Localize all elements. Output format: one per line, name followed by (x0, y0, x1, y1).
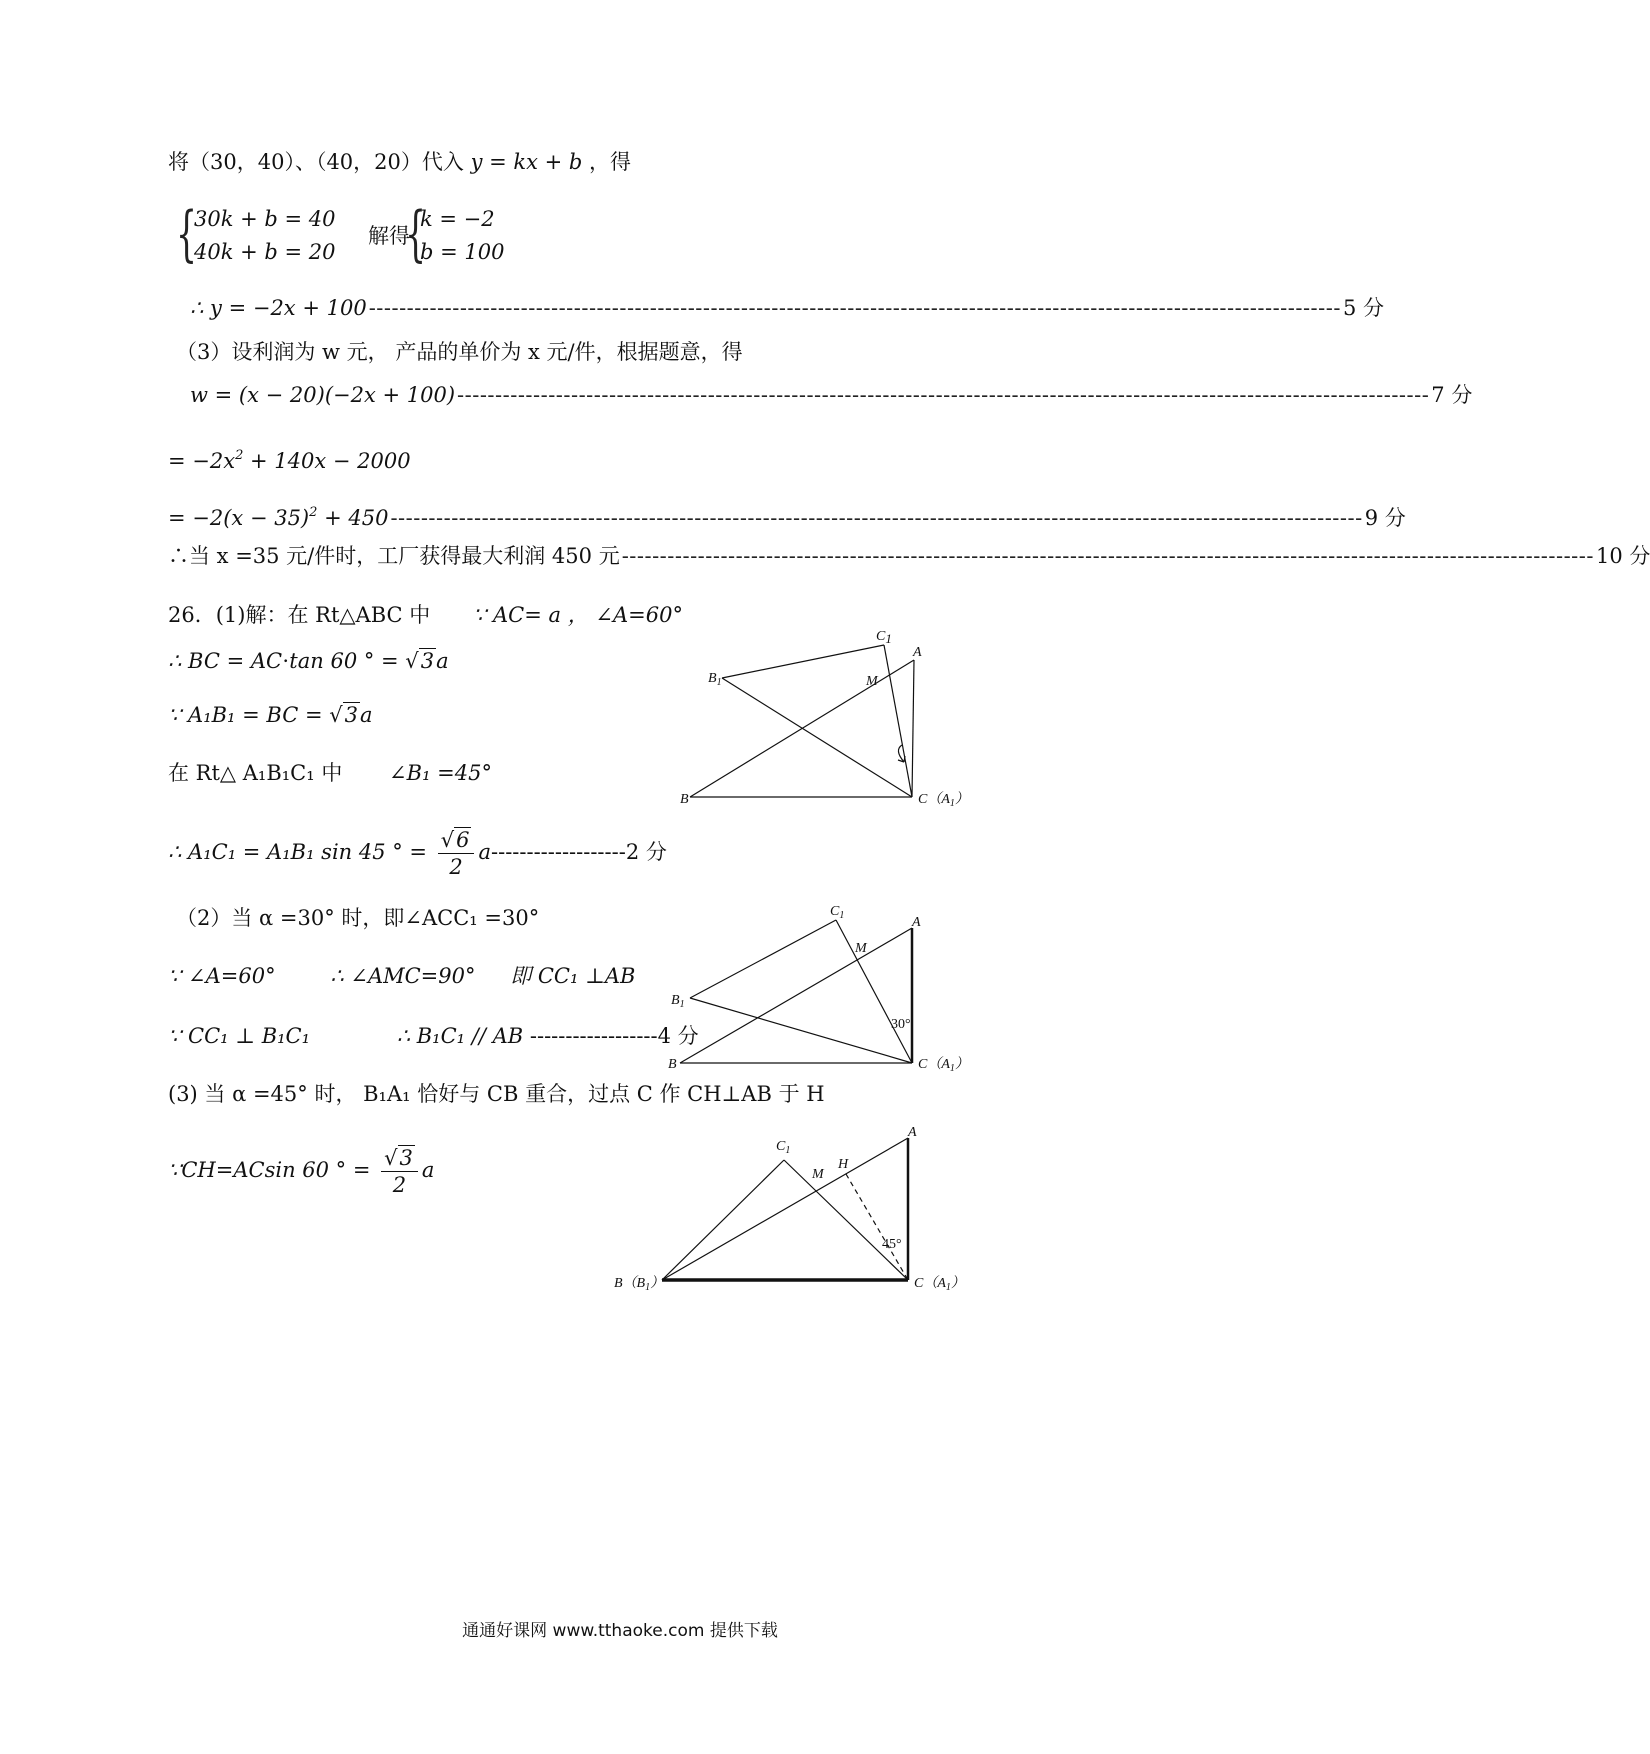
expanded-part-b: + 140x − 2000 (243, 449, 411, 473)
result-line-1 (190, 294, 1384, 322)
vertex-form-line (168, 499, 1406, 532)
expanded-part-a: = −2x (168, 449, 236, 473)
label-b: B (680, 792, 689, 807)
bc-line (168, 647, 449, 675)
problem26-condition: ∵ AC= a ， ∠A=60° (472, 603, 683, 627)
dash-leader: -------------------------------------------------------------------------------------------------------------------------------- (457, 383, 1430, 407)
solve-label: 解得 (368, 224, 410, 248)
radicand: 3 (420, 649, 435, 673)
score-label: 9 分 (1364, 506, 1406, 530)
ch-expression: ∵CH=ACsin 60 ° = (168, 1158, 378, 1182)
max-profit-text: ∴当 x =35 元/件时，工厂获得最大利润 450 元 (168, 544, 620, 568)
profit-equation: w = (x − 20)(−2x + 100) (190, 383, 456, 407)
label-a: A (913, 645, 922, 660)
label-a: A (912, 915, 921, 930)
substitution-text: 将（30，40）、（40，20）代入 (168, 150, 464, 174)
fraction-sqrt3-over-2: $\frac{√3}{2}$ (381, 1145, 418, 1198)
max-profit-line (168, 542, 1650, 570)
ch-line (168, 1142, 434, 1198)
a1c1-expression: ∴ A₁C₁ = A₁B₁ sin 45 ° = (168, 840, 434, 864)
part2-line3: ∵ CC₁ ⊥ B₁C₁ ∴ B₁C₁ // AB ------------------4 分 (168, 1024, 699, 1048)
system2-eq1: k = −2 (420, 207, 495, 231)
expanded-profit (168, 442, 411, 475)
figure-1-triangle-rotation (680, 620, 980, 820)
vertex-form (168, 499, 388, 532)
angle-a: ∵ ∠A=60° (168, 964, 276, 988)
a1b1-line (168, 701, 373, 729)
variable-a: a (478, 840, 491, 864)
sqrt-3: √3 (329, 703, 359, 727)
left-brace: { (176, 199, 198, 269)
system2-eq2: b = 100 (420, 240, 505, 264)
angle-30-label: 30° (891, 1017, 911, 1032)
label-c-a1: $C(A_1)$ (914, 1276, 965, 1293)
label-c-a1: $C(A_1)$ (918, 1057, 969, 1074)
vertex-part-b: + 450 (317, 506, 389, 530)
part2-line2 (168, 962, 635, 990)
dash-leader: -------------------------------------------------------------------------------------------------------------------------------- (621, 544, 1594, 568)
angle-45-label: 45° (882, 1237, 902, 1252)
exponent: 2 (309, 505, 318, 520)
angle-amc: ∴ ∠AMC=90° (330, 964, 476, 988)
label-h: H (838, 1157, 849, 1172)
result-equation: ∴ y = −2x + 100 (190, 296, 367, 320)
parallel-b1c1: ∴ B₁C₁ // AB (396, 1024, 524, 1048)
dash-leader: -------------------------------------------------------------------------------------------------------------------------------- (390, 506, 1363, 530)
label-b: B (668, 1057, 677, 1072)
label-c1: $C_1$ (830, 904, 845, 921)
substitution-suffix: ，得 (589, 150, 632, 174)
score-label: 10 分 (1595, 544, 1650, 568)
part3-head: (3) 当 α =45° 时， B₁A₁ 恰好与 CB 重合，过点 C 作 CH⊥AB 于 H (168, 1082, 825, 1106)
dash-leader: -------------------------------------------------------------------------------------------------------------------------------- (368, 296, 1341, 320)
bc-expression: ∴ BC = AC⋅tan 60 ° = (168, 649, 406, 673)
sqrt-3: √3 (405, 649, 435, 673)
part3-setup: （3）设利润为 w 元， 产品的单价为 x 元/件，根据题意，得 (176, 340, 743, 364)
fraction-sqrt6-over-2: $\frac{√6}{2}$ (438, 827, 475, 880)
vertex-part-a: = −2(x − 35) (168, 506, 310, 530)
score-label: 2 分 (625, 840, 667, 864)
system1-eq2: 40k + b = 20 (194, 240, 336, 264)
variable-a: a (421, 1158, 435, 1182)
label-b1: $B_1$ (671, 993, 685, 1010)
denominator: 2 (449, 855, 463, 879)
label-m: M (812, 1167, 824, 1182)
page-footer: 通通好课网 www.tthaoke.com 提供下载 (462, 1621, 778, 1641)
label-c1: C1 (876, 629, 892, 646)
a1b1-expression: ∵ A₁B₁ = BC = (168, 703, 330, 727)
perpendicular-cc1: ∵ CC₁ ⊥ B₁C₁ (168, 1024, 311, 1048)
label-m: M (866, 674, 878, 689)
radicand: 3 (399, 1146, 413, 1170)
rt-triangle-line (168, 759, 492, 787)
problem26-title: 26．(1)解：在 Rt△ABC 中 (168, 603, 431, 627)
score-label: 5 分 (1342, 296, 1384, 320)
score-label: 7 分 (1431, 383, 1473, 407)
label-m: M (855, 941, 867, 956)
part2-head: （2）当 α =30° 时，即∠ACC₁ =30° (176, 906, 540, 930)
label-b-b1: $B(B_1)$ (614, 1276, 665, 1293)
radicand: 6 (456, 828, 470, 852)
system1-eq1: 30k + b = 40 (194, 207, 336, 231)
label-b1: $B_1$ (708, 671, 722, 688)
variable-a: a (436, 649, 449, 673)
figure-2-alpha-30 (668, 900, 978, 1090)
exponent: 2 (235, 448, 244, 463)
rt-triangle-text: 在 Rt△ A₁B₁C₁ 中 (168, 761, 343, 785)
radicand: 3 (344, 703, 359, 727)
problem26-head (168, 601, 683, 629)
perpendicular: 即 CC₁ ⊥AB (510, 964, 636, 988)
label-a: A (908, 1125, 917, 1140)
substitution-line (168, 148, 631, 176)
angle-b1: ∠B₁ =45° (389, 761, 492, 785)
a1c1-line: ∴ A₁C₁ = A₁B₁ sin 45 ° = $\frac{√6}{2}$ a-------------------2 分 (168, 828, 667, 879)
score-label: 4 分 (657, 1024, 699, 1048)
left-brace-2: { (405, 199, 427, 269)
linear-equation: y = kx + b (470, 150, 583, 174)
profit-line (190, 381, 1473, 409)
label-c1: $C_1$ (776, 1139, 791, 1156)
label-c-a1: $C(A_1)$ (918, 792, 969, 809)
denominator: 2 (392, 1173, 407, 1197)
figure-3-alpha-45 (612, 1120, 982, 1310)
variable-a: a (360, 703, 373, 727)
